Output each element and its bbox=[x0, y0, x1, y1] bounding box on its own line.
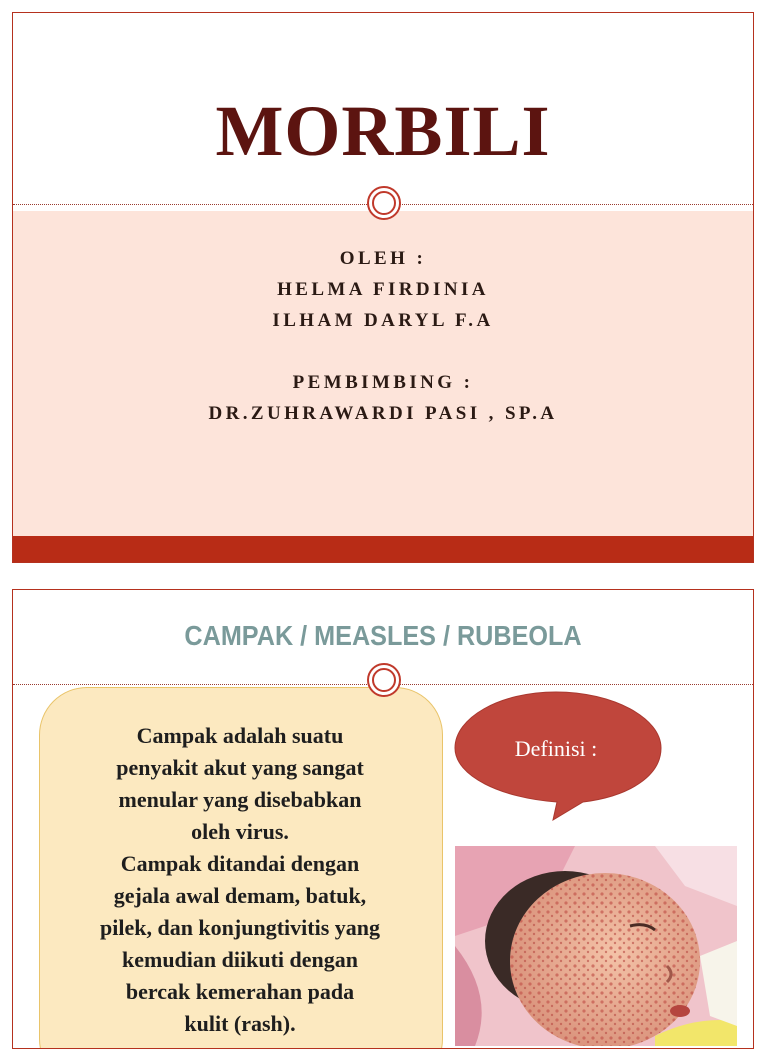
baby-rash-photo bbox=[455, 846, 737, 1046]
speech-bubble bbox=[453, 690, 663, 830]
definition-line: oleh virus. bbox=[191, 819, 289, 844]
slide-title: CAMPAK / MEASLES / RUBEOLA bbox=[184, 620, 582, 651]
pembimbing-label: PEMBIMBING : bbox=[292, 372, 474, 393]
definition-line: Campak ditandai dengan bbox=[120, 851, 360, 876]
accent-bar bbox=[13, 536, 753, 563]
bubble-label: Definisi : bbox=[514, 736, 598, 761]
definition-line: Campak adalah suatu bbox=[136, 723, 344, 748]
author-1: HELMA FIRDINIA bbox=[277, 279, 489, 300]
definition-line: menular yang disebabkan bbox=[118, 787, 362, 812]
ring-ornament-icon bbox=[367, 663, 401, 697]
supervisor-name: DR.ZUHRAWARDI PASI , SP.A bbox=[208, 403, 558, 424]
definition-line: bercak kemerahan pada bbox=[125, 979, 355, 1004]
title-slide bbox=[12, 12, 754, 563]
definition-slide bbox=[12, 589, 754, 1049]
definition-line: gejala awal demam, batuk, bbox=[113, 883, 367, 908]
definition-line: kemudian diikuti dengan bbox=[122, 947, 358, 972]
ring-ornament-icon bbox=[367, 186, 401, 220]
slide-title: MORBILI bbox=[215, 91, 551, 171]
credits bbox=[13, 243, 753, 429]
definition-line: penyakit akut yang sangat bbox=[116, 755, 364, 780]
definition-text bbox=[59, 720, 421, 1040]
definition-line: kulit (rash). bbox=[184, 1011, 296, 1036]
definition-line: pilek, dan konjungtivitis yang bbox=[100, 915, 380, 940]
author-2: ILHAM DARYL F.A bbox=[272, 310, 494, 331]
oleh-label: OLEH : bbox=[339, 248, 427, 269]
